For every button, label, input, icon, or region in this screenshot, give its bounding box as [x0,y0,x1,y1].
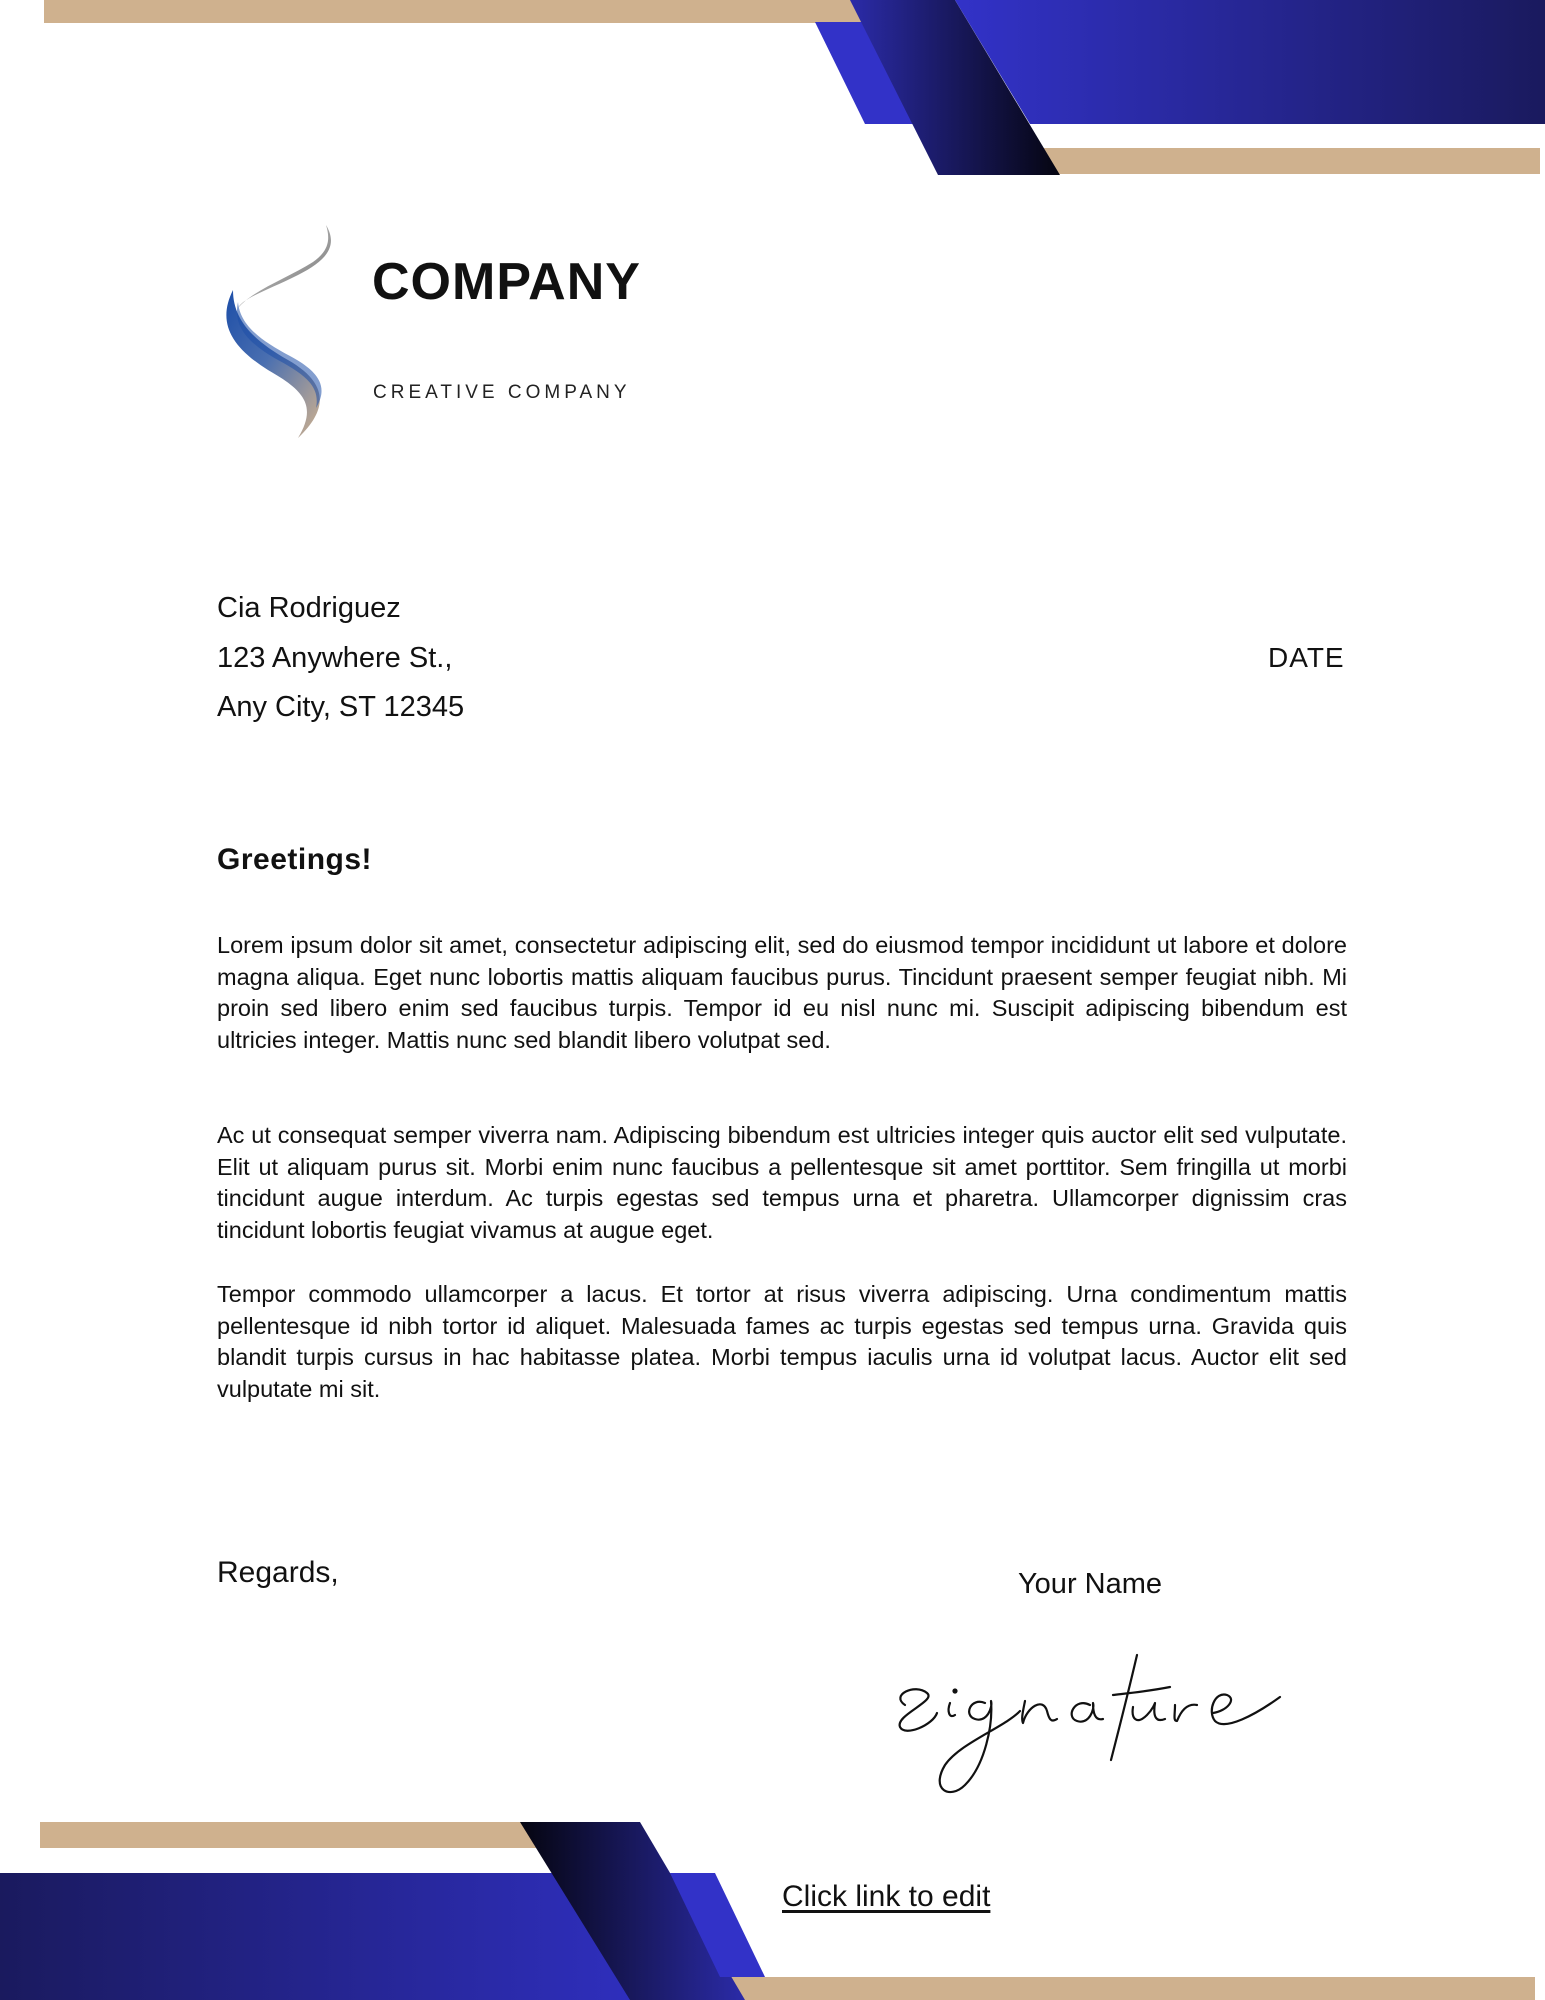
closing: Regards, [217,1556,339,1589]
top-tan-bar-left [44,0,874,23]
header-decoration [0,0,1545,180]
top-tan-bar-right [1040,148,1540,174]
top-navy-band [955,0,1545,124]
company-name: COMPANY [372,253,641,311]
bottom-tan-bar-left [40,1822,540,1848]
bottom-tan-bar-right [705,1977,1535,2000]
footer-decoration [0,1810,1545,2000]
body-paragraph-2: Ac ut consequat semper viverra nam. Adipiscing bibendum est ultricies integer quis auctor elit sed vulputate. Elit ut aliquam purus sit. Morbi enim nunc faucibus a pellentesque sit amet porttitor. Sem fringilla ut morbi tincidunt augue interdum. Ac turpis egestas sed tempus urna et pharetra. Ullamcorper dignissim cras tincidunt lobortis feugiat vivamus at augue eget. [217,1122,1347,1243]
ribbon-s-logo-icon [218,220,358,440]
date-label: DATE [1268,642,1345,673]
signature-image [875,1615,1315,1795]
sender-name: Your Name [1018,1568,1163,1600]
body-paragraph-1: Lorem ipsum dolor sit amet, consectetur adipiscing elit, sed do eiusmod tempor incididunt ut labore et dolore magna aliqua. Eget nunc lobortis mattis aliquam faucibus purus. Tincidunt praesent semper feugiat nibh. Mi proin sed libero enim sed faucibus turpis. Tempor id eu nisl nunc mi. Suscipit adipiscing bibendum est ultricies integer. Mattis nunc sed blandit libero volutpat sed. [217,932,1347,1053]
greeting: Greetings! [217,843,373,876]
edit-link[interactable]: Click link to edit [782,1880,991,1913]
recipient-city: Any City, ST 12345 [217,691,465,723]
body-paragraph-3: Tempor commodo ullamcorper a lacus. Et tortor at risus viverra adipiscing. Urna condimentum mattis pellentesque id nibh tortor id aliquet. Malesuada fames ac turpis egestas sed tempus urna. Gravida quis blandit turpis cursus in hac habitasse platea. Morbi tempus iaculis urna id volutpat lacus. Auctor elit sed vulputate mi sit. [217,1281,1347,1402]
company-tagline: CREATIVE COMPANY [373,382,631,403]
recipient-name: Cia Rodriguez [217,592,401,624]
recipient-street: 123 Anywhere St., [217,642,453,674]
